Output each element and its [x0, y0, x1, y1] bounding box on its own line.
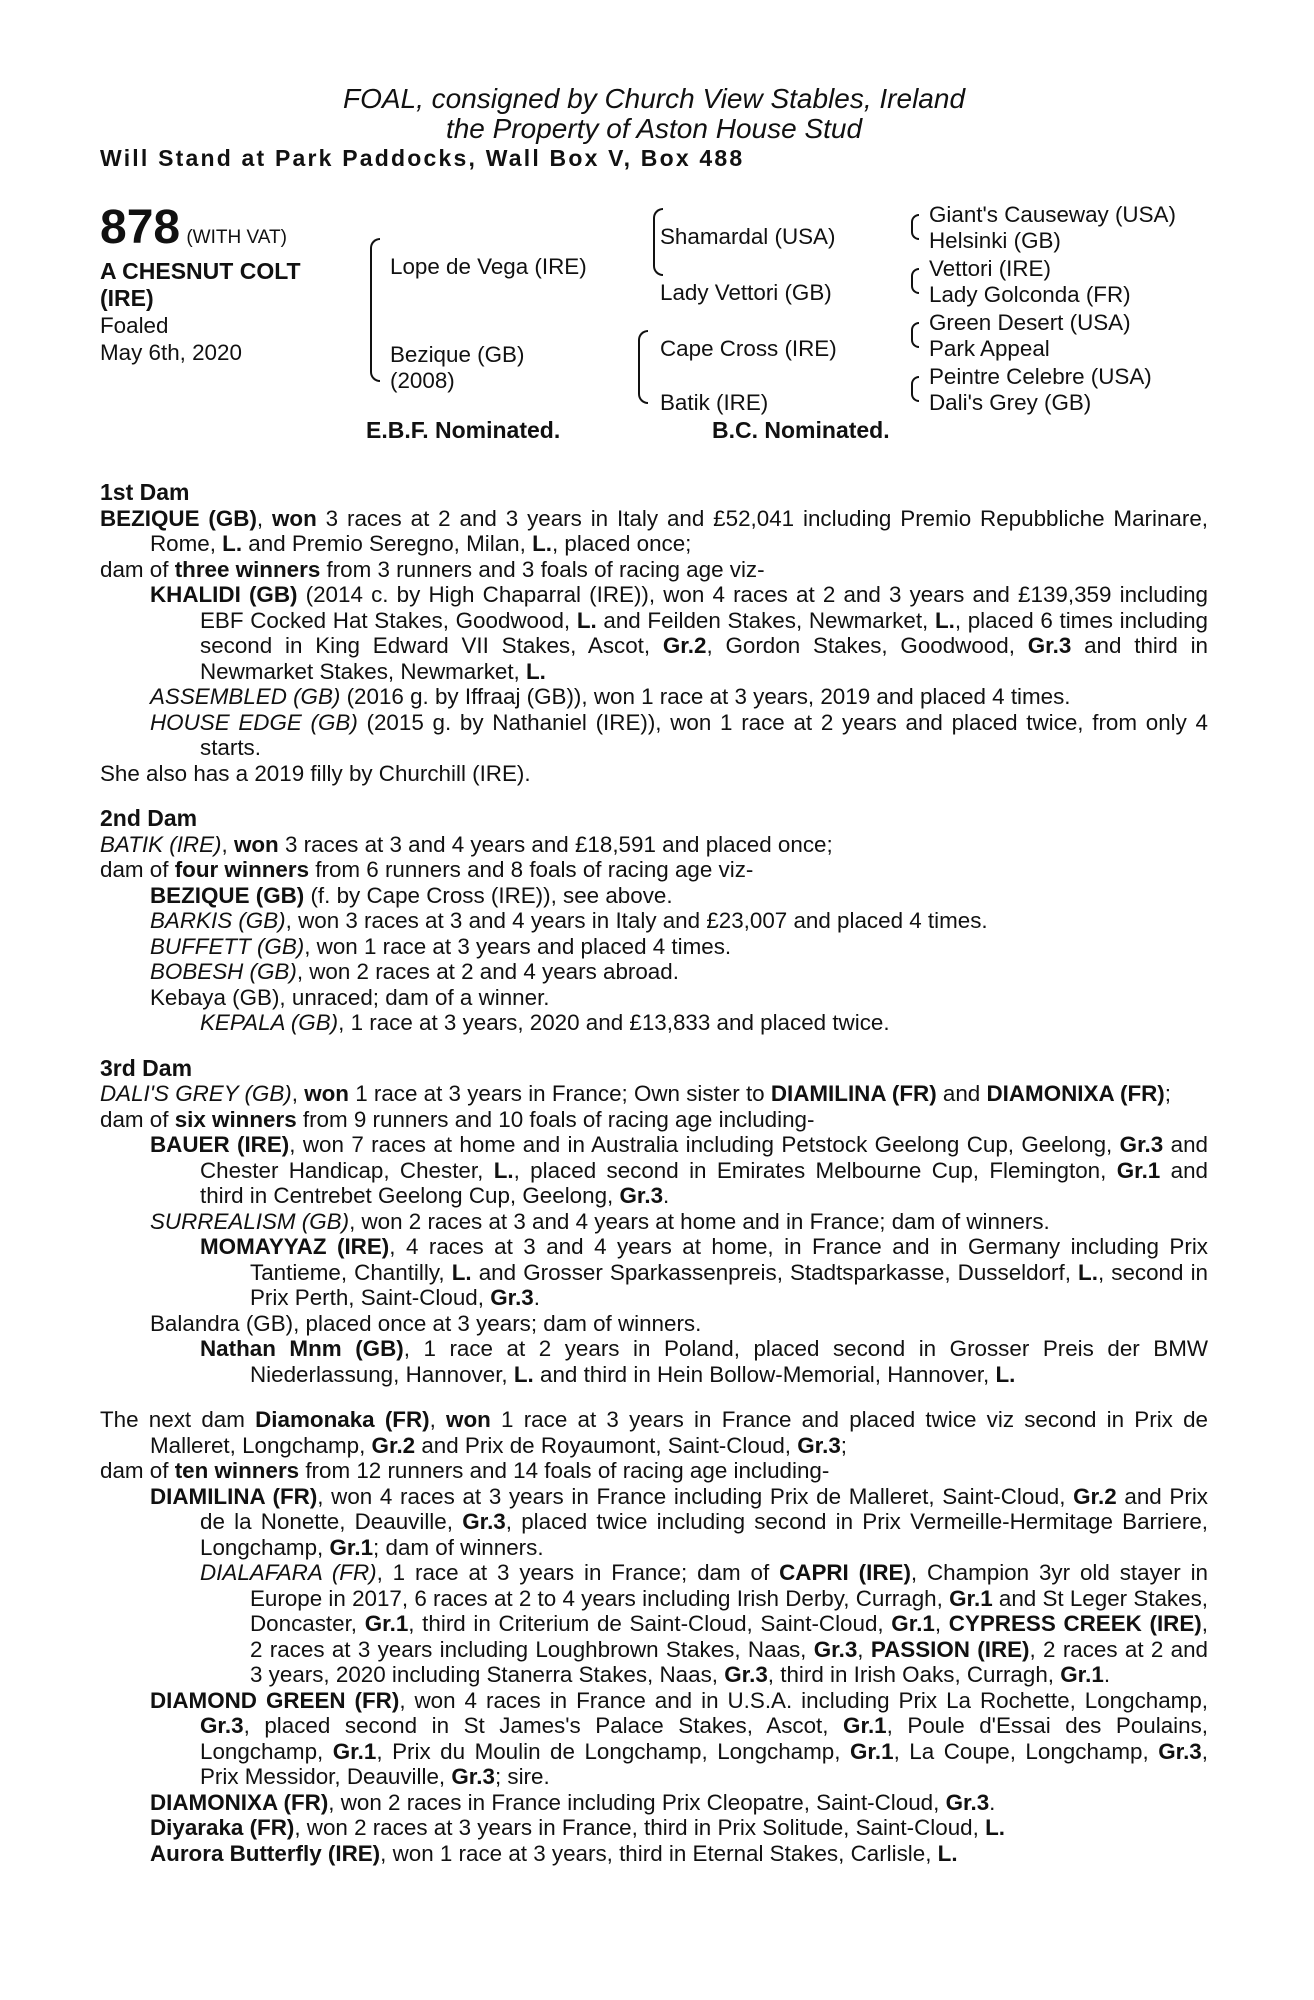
produce-diyaraka: Diyaraka (FR), won 2 races at 3 years in France, third in Prix Solitude, Saint-Cloud, L. [150, 1815, 1005, 1840]
produce-bauer: BAUER (IRE), won 7 races at home and in Australia including Petstock Geelong Cup, Geelong, Gr.3 and Chester Handicap, Chester, L., placed second in Emirates Melbourne Cup, Flemington, Gr.1 and third in Centrebet Geelong Cup, Geelong, Gr.3. [150, 1132, 1208, 1208]
produce-record [100, 480, 1208, 1866]
pedigree-ddd: Dali's Grey (GB) [929, 390, 1092, 415]
pedigree-sd: Lady Vettori (GB) [660, 280, 832, 305]
pedigree-sds: Vettori (IRE) [929, 256, 1051, 281]
consignor-line: FOAL, consigned by Church View Stables, Ireland [342, 83, 966, 114]
first-dam-note: She also has a 2019 filly by Churchill (IRE). [100, 760, 531, 786]
pedigree-table [100, 202, 1208, 452]
produce-house-edge: HOUSE EDGE (GB) (2015 g. by Nathaniel (IRE)), won 1 race at 2 years and placed twice, from only 4 starts. [150, 709, 1208, 760]
produce-kepala: KEPALA (GB), 1 race at 3 years, 2020 and £13,833 and placed twice. [200, 1010, 890, 1035]
pedigree-sire: Lope de Vega (IRE) [390, 254, 587, 279]
bc-nominated: B.C. Nominated. [712, 417, 890, 443]
produce-assembled: ASSEMBLED (GB) (2016 g. by Iffraaj (GB)), won 1 race at 3 years, 2019 and placed 4 times. [150, 684, 1071, 709]
produce-dialafara: DIALAFARA (FR), 1 race at 3 years in France; dam of CAPRI (IRE), Champion 3yr old stayer in Europe in 2017, 6 races at 2 to 4 years including Irish Derby, Curragh, Gr.1 and St Leger Stakes, Doncaster, Gr.1, third in Criterium de Saint-Cloud, Saint-Cloud, Gr.1, CYPRESS CREEK (IRE), 2 races at 3 years including Loughbrown Stakes, Naas, Gr.3, PASSION (IRE), 2 races at 2 and 3 years, 2020 including Stanerra Stakes, Naas, Gr.3, third in Irish Oaks, Curragh, Gr.1. [200, 1560, 1208, 1687]
pedigree-ss: Shamardal (USA) [660, 224, 836, 249]
first-dam-entry: BEZIQUE (GB), won 3 races at 2 and 3 years in Italy and £52,041 including Premio Repubbliche Marinare, Rome, L. and Premio Seregno, Milan, L., placed once; [100, 505, 1208, 556]
first-dam-produce: dam of three winners from 3 runners and 3 foals of racing age viz- [100, 556, 765, 582]
pedigree-dd: Batik (IRE) [660, 390, 769, 415]
produce-khalidi: KHALIDI (GB) (2014 c. by High Chaparral (IRE)), won 4 races at 2 and 3 years and £139,359 including EBF Cocked Hat Stakes, Goodwood, L. and Feilden Stakes, Newmarket, L., placed 6 times including second in King Edward VII Stakes, Ascot, Gr.2, Gordon Stakes, Goodwood, Gr.3 and third in Newmarket Stakes, Newmarket, L. [150, 582, 1209, 684]
second-dam-entry: BATIK (IRE), won 3 races at 3 and 4 years and £18,591 and placed once; [100, 831, 833, 857]
catalogue-page [100, 83, 1209, 1866]
second-dam-heading: 2nd Dam [100, 805, 198, 831]
produce-diamonixa: DIAMONIXA (FR), won 2 races in France including Prix Cleopatre, Saint-Cloud, Gr.3. [150, 1789, 996, 1815]
produce-nathan-mnm: Nathan Mnm (GB), 1 race at 2 years in Poland, placed second in Grosser Preis der BMW Niederlassung, Hannover, L. and third in Hein Bollow-Memorial, Hannover, L. [200, 1336, 1208, 1387]
produce-diamond-green: DIAMOND GREEN (FR), won 4 races in France and in U.S.A. including Prix La Rochette, Longchamp, Gr.3, placed second in St James's Palace Stakes, Ascot, Gr.1, Poule d'Essai des Poulains, Longchamp, Gr.1, Prix du Moulin de Longchamp, Longchamp, Gr.1, La Coupe, Longchamp, Gr.3, Prix Messidor, Deauville, Gr.3; sire. [150, 1687, 1208, 1789]
foaled-date: Foaled May 6th, 2020 [100, 313, 242, 365]
vat-label: (WITH VAT) [186, 227, 287, 248]
lot-description: A CHESNUT COLT (IRE) [100, 258, 301, 311]
pedigree-ssd: Helsinki (GB) [929, 228, 1061, 253]
produce-surrealism: SURREALISM (GB), won 2 races at 3 and 4 years at home and in France; dam of winners. [150, 1208, 1050, 1234]
lot-number: 878 [100, 201, 181, 254]
pedigree-sdd: Lady Golconda (FR) [929, 282, 1131, 307]
third-dam-heading: 3rd Dam [100, 1054, 193, 1081]
pedigree-dam: Bezique (GB) [390, 342, 525, 367]
produce-momayyaz: MOMAYYAZ (IRE), 4 races at 3 and 4 years at home, in France and in Germany including Prix Tantieme, Chantilly, L. and Grosser Sparkassenpreis, Stadtsparkasse, Dusseldorf, L., second in Prix Perth, Saint-Cloud, Gr.3. [200, 1234, 1208, 1310]
produce-balandra: Balandra (GB), placed once at 3 years; dam of winners. [150, 1310, 702, 1336]
produce-buffett: BUFFETT (GB), won 1 race at 3 years and placed 4 times. [150, 933, 732, 959]
third-dam-produce: dam of six winners from 9 runners and 10 foals of racing age including- [100, 1106, 815, 1132]
pedigree-dds: Peintre Celebre (USA) [929, 364, 1152, 389]
third-dam-entry: DALI'S GREY (GB), won 1 race at 3 years in France; Own sister to DIAMILINA (FR) and DIAMONIXA (FR); [100, 1081, 1171, 1106]
produce-barkis: BARKIS (GB), won 3 races at 3 and 4 years in Italy and £23,007 and placed 4 times. [150, 908, 988, 933]
next-dam-produce: dam of ten winners from 12 runners and 14 foals of racing age including- [100, 1458, 830, 1483]
produce-bobesh: BOBESH (GB), won 2 races at 2 and 4 years abroad. [150, 959, 679, 984]
produce-aurora-butterfly: Aurora Butterfly (IRE), won 1 race at 3 years, third in Eternal Stakes, Carlisle, L. [150, 1840, 958, 1866]
ebf-nominated: E.B.F. Nominated. [366, 417, 561, 443]
produce-bezique: BEZIQUE (GB) (f. by Cape Cross (IRE)), see above. [150, 882, 673, 908]
second-dam-produce: dam of four winners from 6 runners and 8 foals of racing age viz- [100, 857, 754, 882]
stand-line: Will Stand at Park Paddocks, Wall Box V, Box 488 [100, 145, 745, 171]
pedigree-dsd: Park Appeal [929, 336, 1050, 361]
produce-kebaya: Kebaya (GB), unraced; dam of a winner. [150, 984, 550, 1010]
next-dam-entry: The next dam Diamonaka (FR), won 1 race at 3 years in France and placed twice viz second in Prix de Malleret, Longchamp, Gr.2 and Prix de Royaumont, Saint-Cloud, Gr.3; [100, 1407, 1208, 1458]
pedigree-dam-year: (2008) [390, 368, 455, 393]
pedigree-ds: Cape Cross (IRE) [660, 336, 837, 361]
first-dam-heading: 1st Dam [100, 479, 190, 505]
produce-diamilina: DIAMILINA (FR), won 4 races at 3 years in France including Prix de Malleret, Saint-Cloud, Gr.2 and Prix de la Nonette, Deauville, Gr.3, placed twice including second in Prix Vermeille-Hermitage Barriere, Longchamp, Gr.1; dam of winners. [150, 1483, 1208, 1560]
consignor-header [100, 84, 1208, 172]
pedigree-sss: Giant's Causeway (USA) [929, 202, 1176, 227]
pedigree-dss: Green Desert (USA) [929, 310, 1131, 335]
property-line: the Property of Aston House Stud [445, 113, 863, 144]
